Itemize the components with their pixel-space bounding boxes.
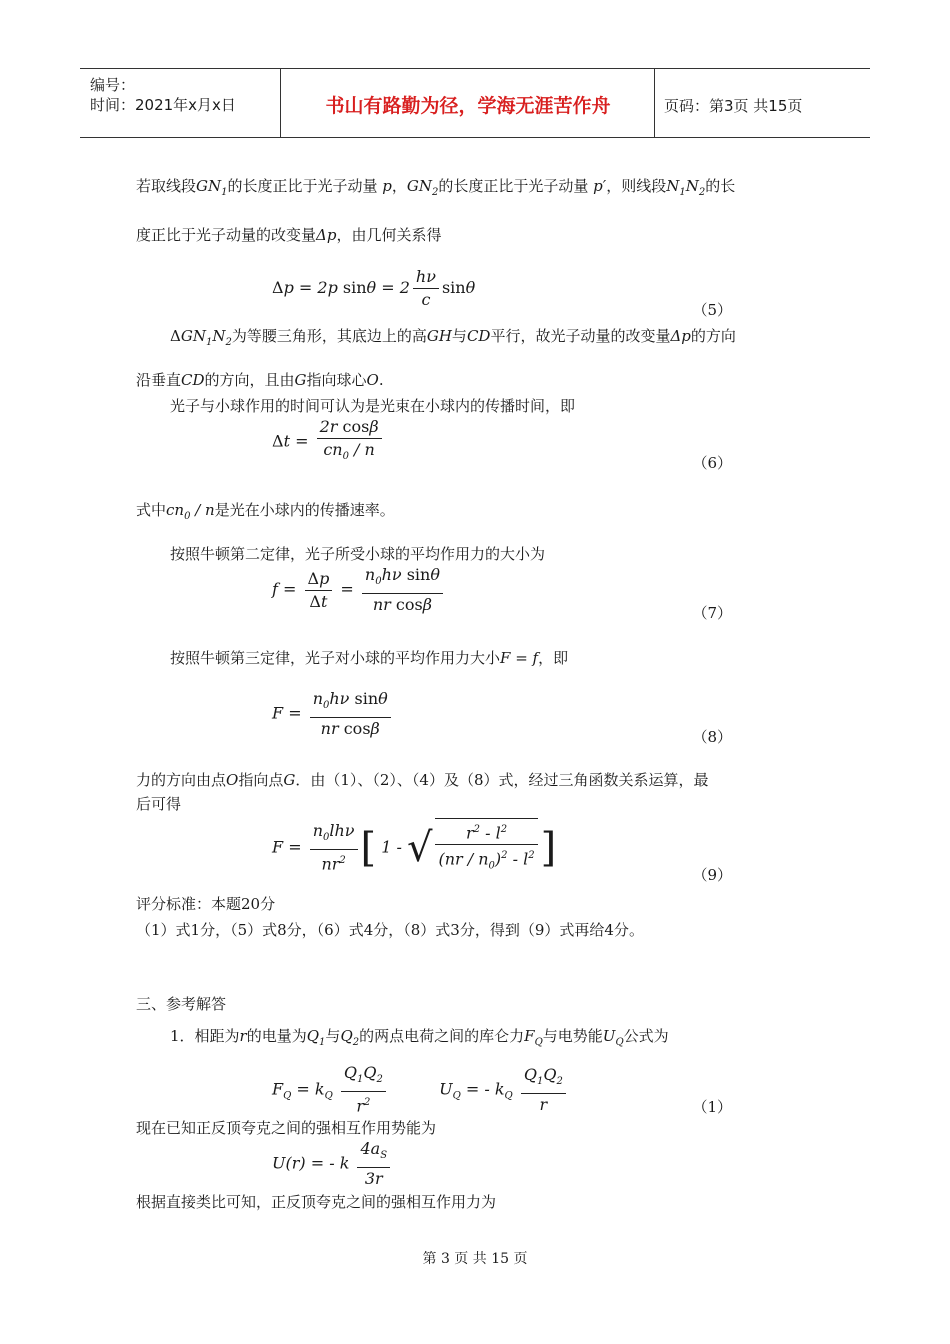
equation-7: f = $\frac{\Delta p}{\Delta t}$ = $\frac{n_0h\nu \sin\theta}{\text{nr cosβ}}$ (272, 564, 446, 616)
paragraph: 后可得 (136, 795, 182, 813)
page-header (80, 68, 870, 138)
header-page-info: 页码：第3页 共15页 (664, 97, 803, 115)
paragraph: 1．相距为r的电量为$Q_1$与$Q_2$的两点电荷之间的库仑力$F_Q$与电势能$U_Q$公式为 (170, 1027, 669, 1048)
equation-number: （7） (692, 604, 732, 622)
section-heading: 三、参考解答 (136, 995, 227, 1013)
paragraph: 若取线段$GN_1$的长度正比于光子动量 p，$GN_2$的长度正比于光子动量 p′，则线段$N_1N_2$的长 (136, 177, 736, 198)
page-footer: 第 3 页 共 15 页 (422, 1251, 528, 1267)
scoring-detail: （1）式1分，（5）式8分，（6）式4分，（8）式3分，得到（9）式再给4分。 (136, 921, 644, 939)
header-divider (280, 69, 281, 137)
paragraph: 度正比于光子动量的改变量Δp，由几何关系得 (136, 226, 442, 244)
paragraph: 光子与小球作用的时间可认为是光束在小球内的传播时间，即 (170, 397, 576, 415)
time-label: 时间：2021年x月x日 (90, 96, 236, 114)
paragraph: 根据直接类比可知，正反顶夸克之间的强相互作用力为 (136, 1193, 497, 1211)
equation-number: （6） (692, 454, 732, 472)
equation-number: （8） (692, 728, 732, 746)
scoring-title: 评分标准：本题20分 (136, 895, 276, 913)
equation-number: （9） (692, 866, 732, 884)
paragraph: 按照牛顿第三定律，光子对小球的平均作用力大小F = f，即 (170, 649, 569, 667)
equation-5: Δp = 2p sinθ = 2 $\frac{h\nu}{c}$ sinθ (272, 267, 476, 309)
equation-9: F = $\frac{n_0lh\nu}{nr^2}$ [ 1 - √ $\frac{r^2 - l^2}{(nr / n_0)^2 - l^2}$ ] (272, 818, 556, 878)
header-divider (654, 69, 655, 137)
equation-coulomb: $F_Q = k_Q$ $\frac{Q_1Q_2}{r^2}$ $U_Q$ = - $k_Q$ $\frac{Q_1Q_2}{r}$ (272, 1062, 569, 1118)
paragraph: 式中$cn_0$ / n是光在小球内的传播速率。 (136, 501, 395, 522)
equation-number: （1） (692, 1098, 732, 1116)
paragraph: 力的方向由点O指向点G．由（1）、（2）、（4）及（8）式，经过三角函数关系运算，最 (136, 771, 709, 789)
header-meta (90, 75, 236, 115)
equation-6: Δt = $\frac{\text{2r cosβ}}{cn_0 / n}$ (272, 416, 385, 468)
equation-8: F = $\frac{n_0h\nu \sin\theta}{\text{nr cosβ}}$ (272, 688, 394, 740)
header-motto: 书山有路勤为径，学海无涯苦作舟 (325, 95, 611, 117)
paragraph: $\Delta GN_1N_2$为等腰三角形，其底边上的高GH与CD平行，故光子动量的改变量Δp的方向 (170, 327, 736, 348)
equation-potential: U(r) = - k $\frac{4a_S}{3r}$ (272, 1138, 393, 1190)
equation-number: （5） (692, 301, 732, 319)
paragraph: 沿垂直CD的方向，且由G指向球心O. (136, 371, 384, 389)
paragraph: 按照牛顿第二定律，光子所受小球的平均作用力的大小为 (170, 545, 546, 563)
paragraph: 现在已知正反顶夸克之间的强相互作用势能为 (136, 1119, 437, 1137)
number-label: 编号： (90, 76, 136, 94)
